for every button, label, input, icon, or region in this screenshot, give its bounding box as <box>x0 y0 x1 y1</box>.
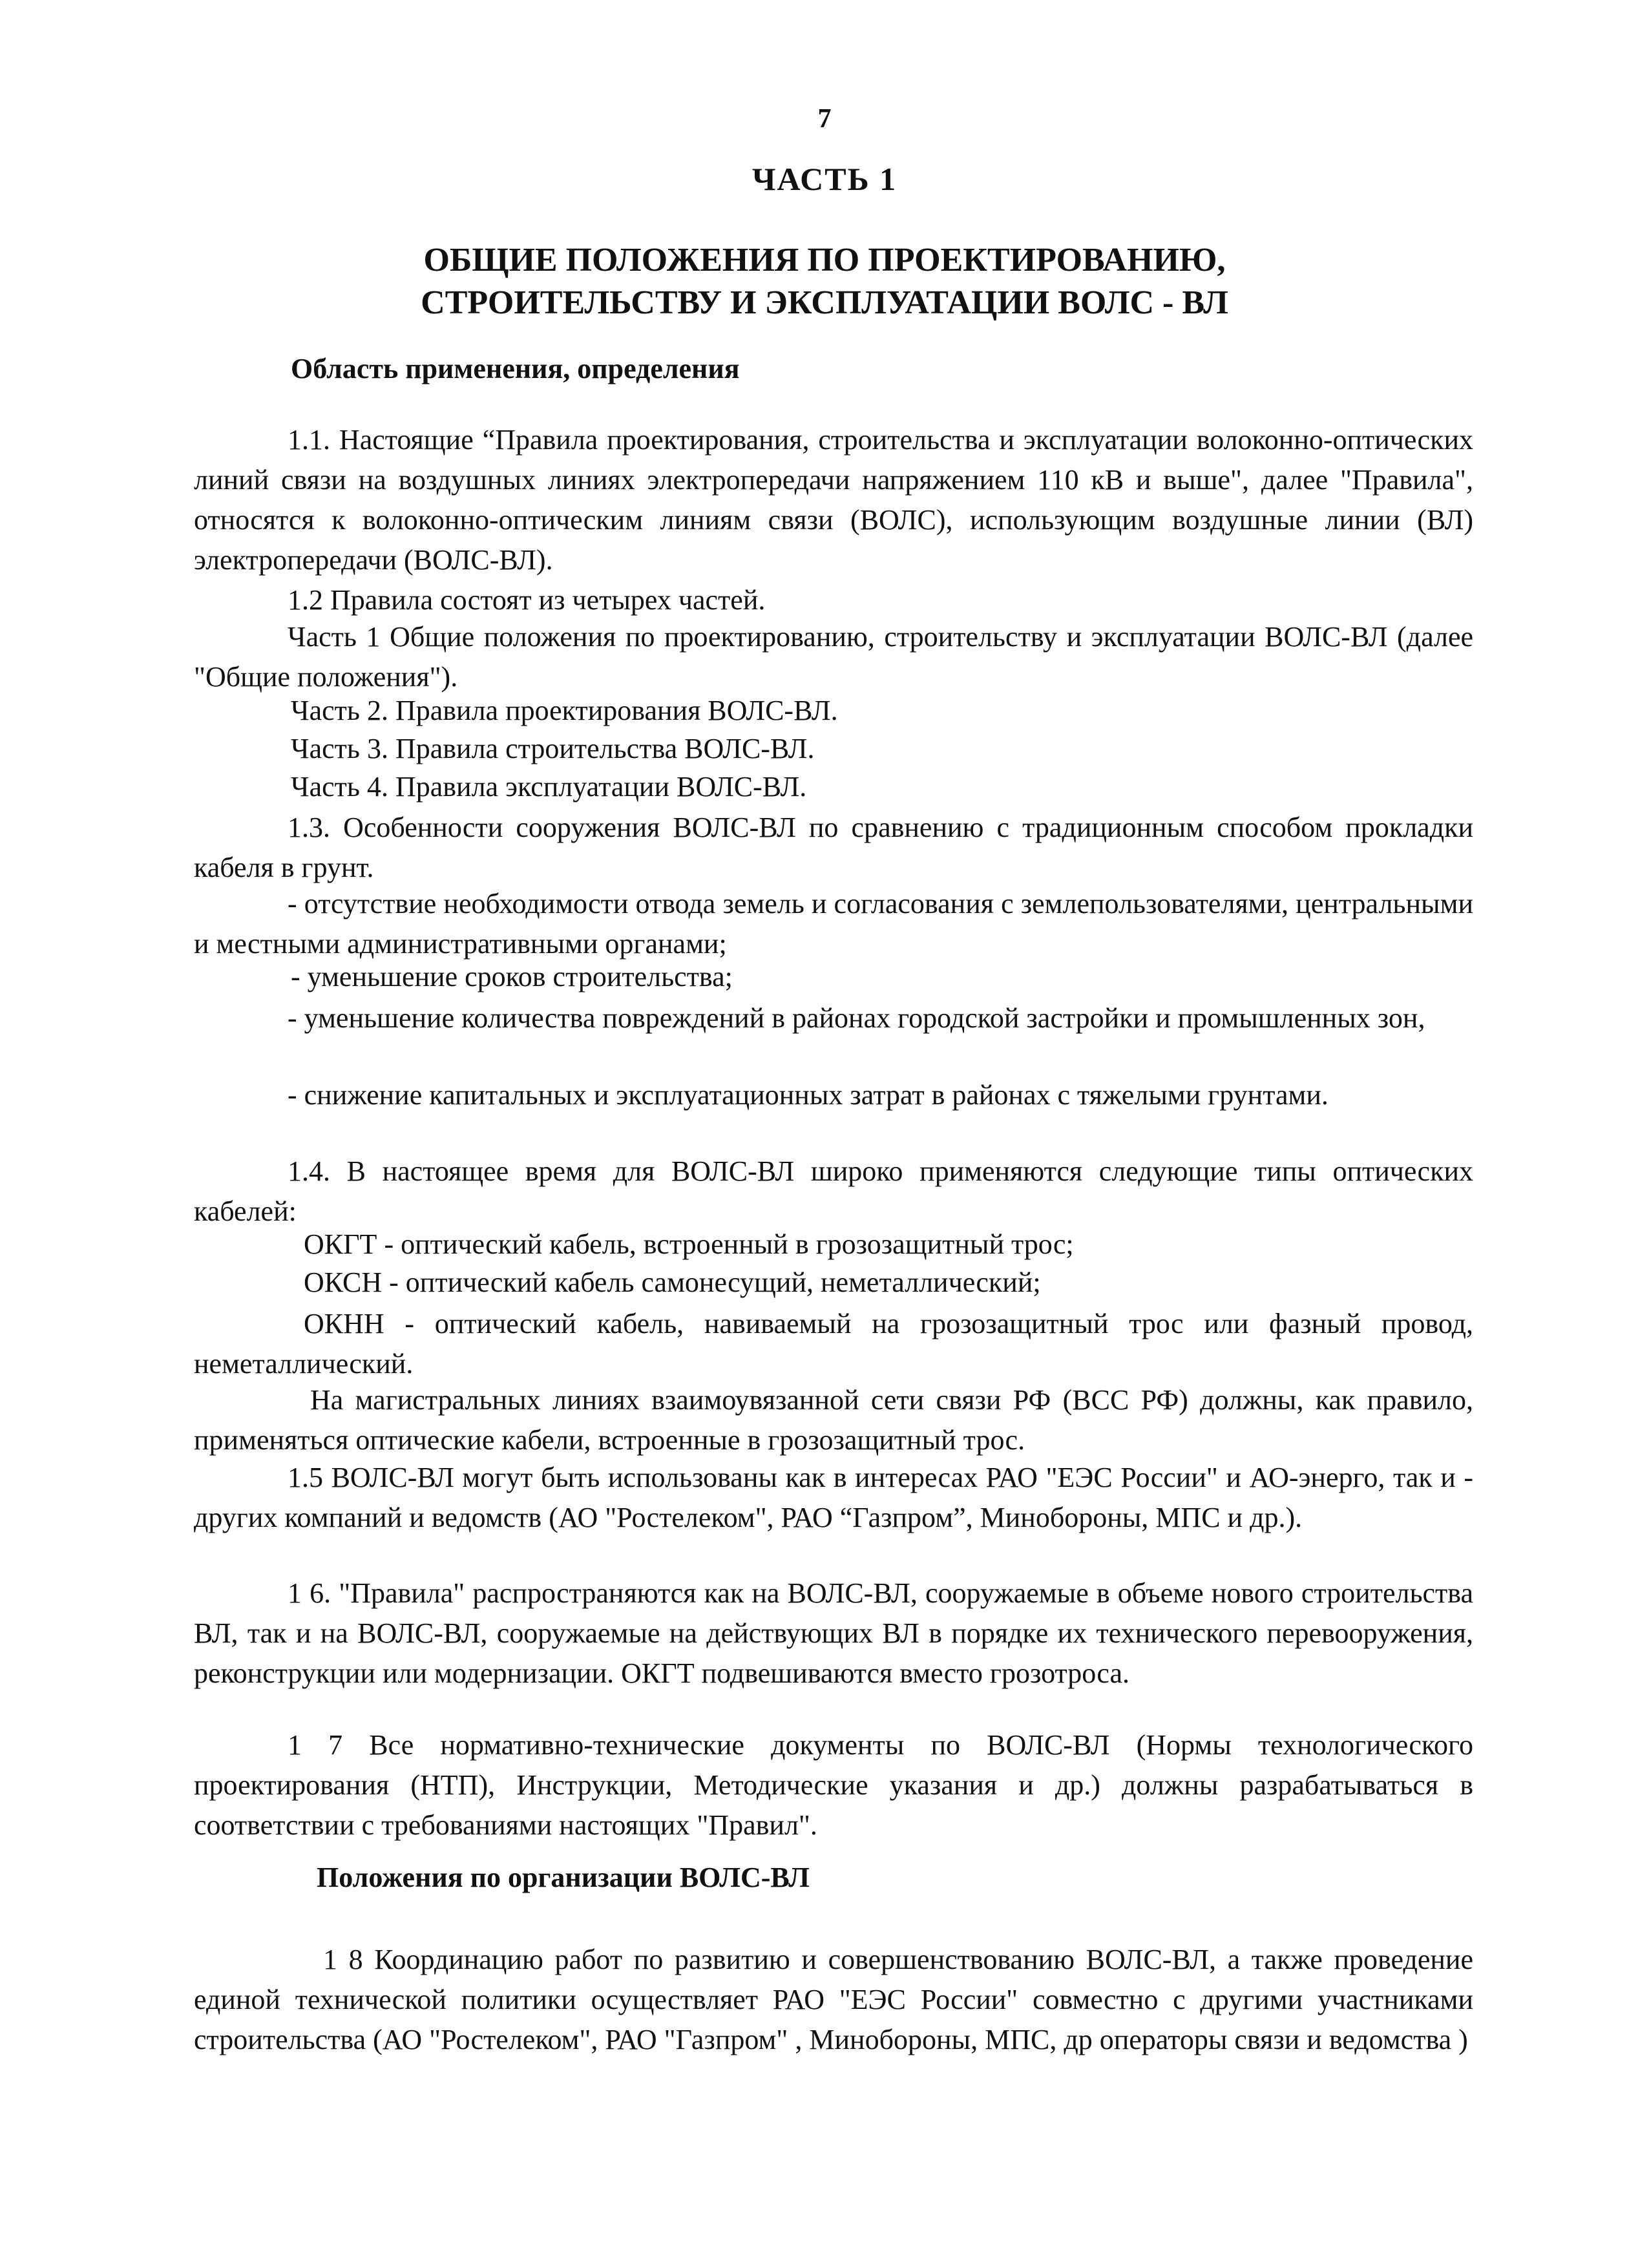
page-number: 7 <box>817 104 832 134</box>
paragraph-1-5: 1.5 ВОЛС-ВЛ могут быть использованы как в интересах РАО "ЕЭС России" и АО-энерго, так и - других компаний и ведомств (АО "Ростелеком", РАО “Газпром”, Минобороны, МПС и др.). <box>194 1462 1473 1533</box>
section-heading-scope: Область применения, определения <box>291 353 740 384</box>
paragraph-1-4: 1.4. В настоящее время для ВОЛС-ВЛ широко применяются следующие типы оптических кабелей: <box>194 1155 1473 1227</box>
list-item-part-4: Часть 4. Правила эксплуатации ВОЛС-ВЛ. <box>291 771 807 803</box>
list-item-part-2: Часть 2. Правила проектирования ВОЛС-ВЛ. <box>291 695 838 726</box>
list-item-part-1: Часть 1 Общие положения по проектированию, строительству и эксплуатации ВОЛС-ВЛ (далее "Общие положения"). <box>194 621 1473 693</box>
list-item-feature-3: - уменьшение количества повреждений в районах городской застройки и промышленных зон, <box>288 1002 1425 1034</box>
paragraph-1-1: 1.1. Настоящие “Правила проектирования, строительства и эксплуатации волоконно-оптических линий связи на воздушных линиях электропередачи напряжением 110 кВ и выше", далее "Правила", относятся к волоконно-оптическим линиям связи (ВОЛС), использующим воздушные линии (ВЛ) электропередачи (ВОЛС-ВЛ). <box>194 424 1473 576</box>
title-line-1: ОБЩИЕ ПОЛОЖЕНИЯ ПО ПРОЕКТИРОВАНИЮ, <box>423 242 1226 278</box>
page-title <box>0 239 1649 324</box>
paragraph-1-2: 1.2 Правила состоят из четырех частей. <box>288 584 766 616</box>
title-line-2: СТРОИТЕЛЬСТВУ И ЭКСПЛУАТАЦИИ ВОЛС - ВЛ <box>421 284 1228 321</box>
list-item-oksn: ОКСН - оптический кабель самонесущий, неметаллический; <box>304 1266 1041 1298</box>
list-item-okgt: ОКГТ - оптический кабель, встроенный в грозозащитный трос; <box>304 1228 1074 1260</box>
paragraph-1-8: 1 8 Координацию работ по развитию и совершенствованию ВОЛС-ВЛ, а также проведение единой технической политики осуществляет РАО "ЕЭС России" совместно с другими участниками строительства (АО "Ростелеком", РАО "Газпром" , Минобороны, МПС, др операторы связи и ведомства ) <box>194 1944 1473 2055</box>
part-label: ЧАСТЬ 1 <box>751 161 898 197</box>
paragraph-1-3: 1.3. Особенности сооружения ВОЛС-ВЛ по сравнению с традиционным способом прокладки кабеля в грунт. <box>194 812 1473 883</box>
paragraph-1-7: 1 7 Все нормативно-технические документы по ВОЛС-ВЛ (Нормы технологического проектирования (НТП), Инструкции, Методические указания и др.) должны разрабатываться в соответствии с требованиями настоящих "Правил". <box>194 1729 1473 1841</box>
paragraph-magistral: На магистральных линиях взаимоувязанной сети связи РФ (ВСС РФ) должны, как правило, применяться оптические кабели, встроенные в грозозащитный трос. <box>194 1384 1473 1456</box>
list-item-feature-4: - снижение капитальных и эксплуатационных затрат в районах с тяжелыми грунтами. <box>288 1079 1329 1111</box>
paragraph-1-6: 1 6. "Правила" распространяются как на ВОЛС-ВЛ, сооружаемые в объеме нового строительства ВЛ, так и на ВОЛС-ВЛ, сооружаемые на действующих ВЛ в порядке их технического перевооружения, реконструкции или модернизации. ОКГТ подвешиваются вместо грозотроса. <box>194 1577 1473 1689</box>
section-heading-organization: Положения по организации ВОЛС-ВЛ <box>317 1862 810 1893</box>
list-item-oknn: ОКНН - оптический кабель, навиваемый на грозозащитный трос или фазный провод, неметаллический. <box>194 1308 1473 1380</box>
list-item-part-3: Часть 3. Правила строительства ВОЛС-ВЛ. <box>291 733 815 764</box>
list-item-feature-1: - отсутствие необходимости отвода земель и согласования с землепользователями, центральными и местными административными органами; <box>194 888 1473 960</box>
list-item-feature-2: - уменьшение сроков строительства; <box>291 961 733 992</box>
